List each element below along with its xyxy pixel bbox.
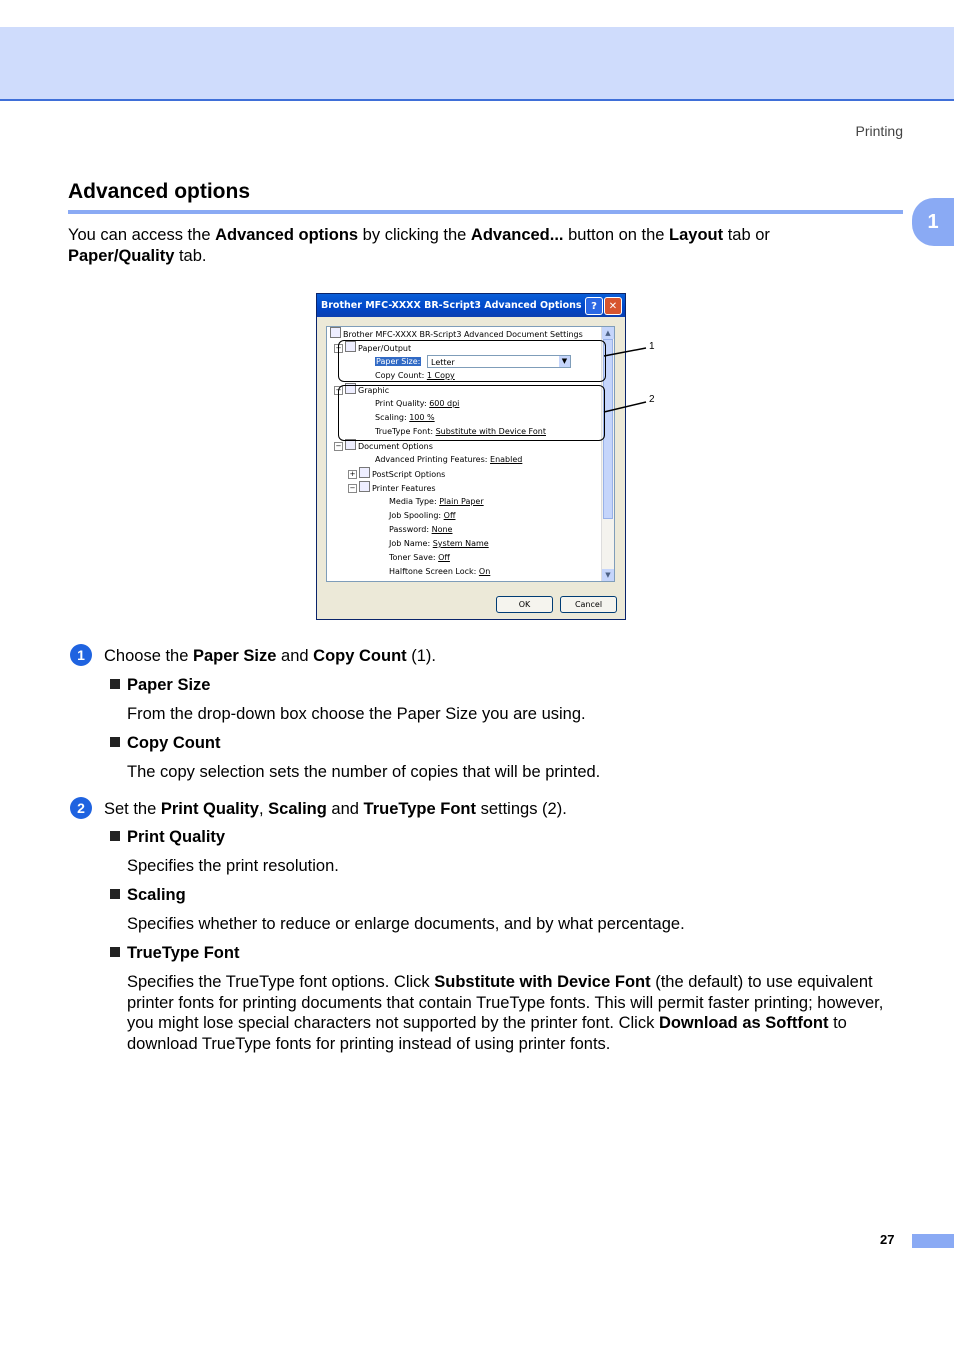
scaling-setting[interactable]: Scaling: 100 %	[375, 413, 435, 422]
step-number-2: 2	[70, 797, 92, 819]
advanced-options-dialog	[316, 293, 626, 620]
help-button[interactable]: ?	[585, 297, 603, 315]
item-description: Specifies whether to reduce or enlarge documents, and by what percentage.	[127, 915, 685, 933]
footer-bar	[912, 1234, 954, 1248]
highlight-box-2	[338, 385, 605, 441]
collapse-icon[interactable]: −	[349, 484, 356, 492]
item-heading: TrueType Font	[110, 943, 239, 964]
password-setting[interactable]: Password: None	[389, 525, 453, 534]
step-2-text: Set the Print Quality, Scaling and TrueType Font settings (2).	[104, 800, 567, 818]
header-band	[0, 27, 954, 101]
tree-document-options[interactable]: Document Options	[345, 439, 433, 453]
close-button[interactable]: ✕	[604, 297, 622, 315]
scroll-down-icon[interactable]: ▼	[602, 569, 614, 581]
truetype-setting[interactable]: TrueType Font: Substitute with Device Font	[375, 427, 546, 436]
bullet-square	[110, 947, 120, 957]
callout-lines	[600, 340, 660, 420]
item-heading: Paper Size	[110, 675, 210, 696]
print-quality-setting[interactable]: Print Quality: 600 dpi	[375, 399, 460, 408]
item-description: From the drop-down box choose the Paper Size you are using.	[127, 705, 586, 723]
item-description: Specifies the print resolution.	[127, 857, 339, 875]
item-description: The copy selection sets the number of copies that will be printed.	[127, 763, 601, 781]
scroll-up-icon[interactable]: ▲	[602, 327, 614, 339]
tree-root[interactable]: Brother MFC-XXXX BR-Script3 Advanced Document Settings	[330, 327, 583, 341]
section-title: Advanced options	[68, 180, 251, 203]
step-number-1: 1	[70, 644, 92, 666]
page-number: 27	[880, 1232, 895, 1247]
step-1-text: Choose the Paper Size and Copy Count (1).	[104, 647, 436, 665]
title-rule	[68, 210, 903, 214]
expand-icon[interactable]: +	[349, 470, 356, 478]
chapter-tab: 1	[912, 198, 954, 246]
settings-icon	[359, 467, 370, 478]
media-type-setting[interactable]: Media Type: Plain Paper	[389, 497, 484, 506]
tree-postscript-options[interactable]: PostScript Options	[359, 467, 445, 481]
callout-2: 2	[649, 394, 655, 405]
collapse-icon[interactable]: −	[335, 386, 342, 394]
bullet-square	[110, 679, 120, 689]
copy-count-setting[interactable]: Copy Count: 1 Copy	[375, 371, 455, 380]
running-title: Printing	[855, 123, 903, 139]
halftone-setting[interactable]: Halftone Screen Lock: On	[389, 567, 491, 576]
ok-button[interactable]: OK	[496, 596, 553, 613]
item-description: Specifies the TrueType font options. Click Substitute with Device Font (the default) to use equivalent printer fonts for printing documents that contain TrueType fonts. This will permit faster printing; however, you might lose special characters not supported by the printer font. Click Download as Softfont to download TrueType fonts for printing instead of using printer fonts.	[127, 973, 884, 1053]
advanced-features-setting[interactable]: Advanced Printing Features: Enabled	[375, 455, 523, 464]
callout-1: 1	[649, 341, 655, 352]
dialog-title: Brother MFC-XXXX BR-Script3 Advanced Options	[321, 300, 582, 311]
bullet-square	[110, 831, 120, 841]
item-heading: Scaling	[110, 885, 186, 906]
collapse-icon[interactable]: −	[335, 344, 342, 352]
paper-size-setting[interactable]: Paper Size:	[376, 357, 421, 366]
job-name-setting[interactable]: Job Name: System Name	[389, 539, 489, 548]
settings-icon	[359, 481, 370, 492]
item-heading: Copy Count	[110, 733, 220, 754]
highlight-box-1	[338, 340, 606, 382]
job-spooling-setting[interactable]: Job Spooling: Off	[389, 511, 456, 520]
cancel-button[interactable]: Cancel	[560, 596, 617, 613]
intro-paragraph: You can access the Advanced options by clicking the Advanced... button on the Layout tab or Paper/Quality tab.	[68, 226, 770, 265]
chevron-down-icon: ▼	[559, 356, 570, 367]
tree-printer-features[interactable]: Printer Features	[359, 481, 436, 495]
item-heading: Print Quality	[110, 827, 225, 848]
tree-graphic[interactable]: Graphic	[345, 383, 389, 397]
paper-size-select[interactable]: Letter ▼	[427, 355, 571, 368]
printer-icon	[330, 327, 341, 338]
collapse-icon[interactable]: −	[335, 442, 342, 450]
tree-paper-output[interactable]: Paper/Output	[345, 341, 411, 355]
bullet-square	[110, 737, 120, 747]
bullet-square	[110, 889, 120, 899]
dialog-titlebar	[317, 294, 625, 317]
toner-save-setting[interactable]: Toner Save: Off	[389, 553, 450, 562]
